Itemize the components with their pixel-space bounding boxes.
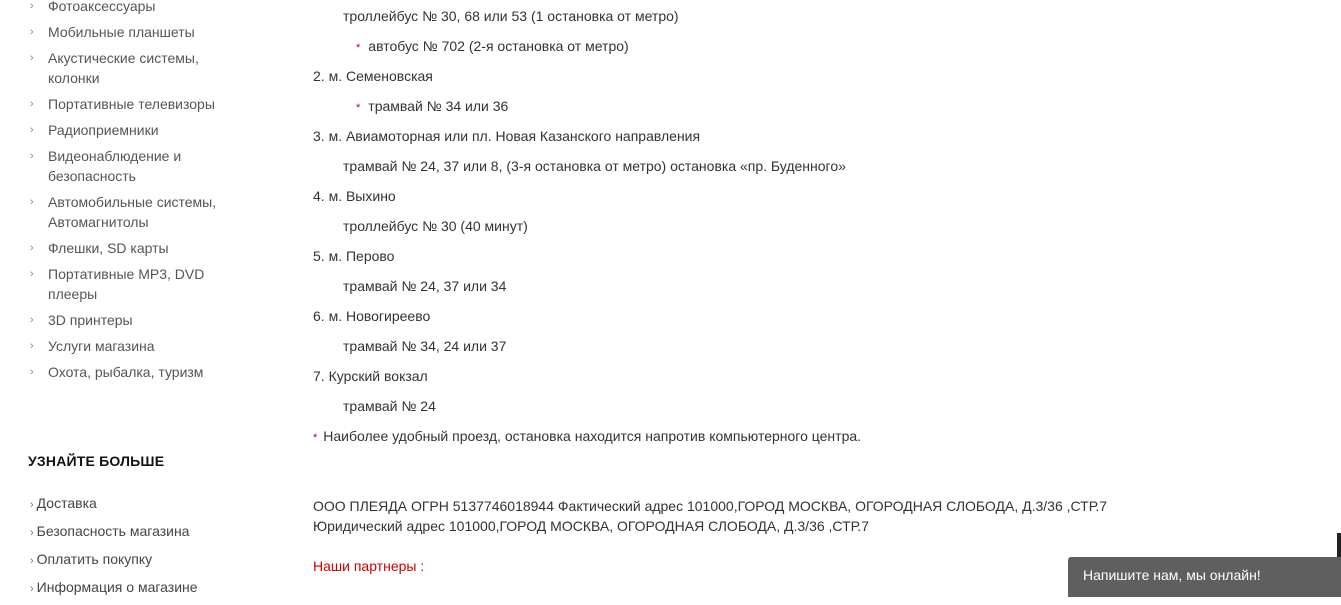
chevron-right-icon: › bbox=[30, 0, 34, 12]
category-item[interactable] bbox=[30, 146, 230, 186]
category-label: Радиоприемники bbox=[48, 122, 159, 138]
station-heading: 3. м. Авиамоторная или пл. Новая Казанского направления bbox=[313, 128, 701, 144]
route-text: трамвай № 34 или 36 bbox=[368, 98, 509, 114]
learn-more-link-payment[interactable] bbox=[30, 549, 198, 571]
route-line: трамвай № 34, 24 или 37 bbox=[343, 338, 507, 354]
link-label: Безопасность магазина bbox=[36, 523, 190, 539]
category-label: Мобильные планшеты bbox=[48, 24, 195, 40]
category-item[interactable] bbox=[30, 238, 230, 258]
category-label: Услуги магазина bbox=[48, 338, 155, 354]
category-list bbox=[30, 0, 230, 388]
asterisk-bullet-icon: * bbox=[356, 42, 361, 54]
route-text: автобус № 702 (2-я остановка от метро) bbox=[368, 38, 629, 54]
partners-heading: Наши партнеры : bbox=[313, 558, 425, 574]
route-line: трамвай № 24, 37 или 34 bbox=[343, 278, 507, 294]
category-label: Автомобильные системы, Автомагнитолы bbox=[48, 194, 217, 230]
category-item[interactable] bbox=[30, 48, 230, 88]
station-heading: 5. м. Перово bbox=[313, 248, 395, 264]
chat-widget-label: Напишите нам, мы онлайн! bbox=[1083, 567, 1261, 583]
learn-more-link-about[interactable] bbox=[30, 577, 198, 599]
category-label: Охота, рыбалка, туризм bbox=[48, 364, 204, 380]
station-heading: 2. м. Семеновская bbox=[313, 68, 433, 84]
route-line: троллейбус № 30 (40 минут) bbox=[343, 218, 528, 234]
learn-more-heading: УЗНАЙТЕ БОЛЬШЕ bbox=[28, 453, 165, 469]
chevron-right-icon: › bbox=[30, 583, 34, 595]
category-item[interactable] bbox=[30, 0, 230, 16]
chevron-right-icon: › bbox=[30, 268, 34, 280]
station-heading: 7. Курский вокзал bbox=[313, 368, 428, 384]
note-text: Наиболее удобный проезд, остановка находится напротив компьютерного центра. bbox=[323, 428, 862, 444]
category-item[interactable] bbox=[30, 22, 230, 42]
category-item[interactable] bbox=[30, 336, 230, 356]
route-line: трамвай № 24, 37 или 8, (3-я остановка от метро) остановка «пр. Буденного» bbox=[343, 158, 846, 174]
category-label: Портативные MP3, DVD плееры bbox=[48, 266, 205, 302]
link-label: Доставка bbox=[36, 495, 97, 511]
route-line-bulleted bbox=[356, 36, 629, 58]
asterisk-bullet-icon: * bbox=[313, 432, 318, 444]
category-item[interactable] bbox=[30, 94, 230, 114]
learn-more-list bbox=[30, 493, 198, 605]
chevron-right-icon: › bbox=[30, 340, 34, 352]
category-item[interactable] bbox=[30, 362, 230, 382]
chat-widget-button[interactable] bbox=[1068, 557, 1341, 597]
category-label: Акустические системы, колонки bbox=[48, 50, 199, 86]
chevron-right-icon: › bbox=[30, 499, 34, 511]
learn-more-link-security[interactable] bbox=[30, 521, 198, 543]
route-line-bulleted bbox=[356, 96, 508, 118]
category-label: Видеонаблюдение и безопасность bbox=[48, 148, 182, 184]
link-label: Оплатить покупку bbox=[36, 551, 153, 567]
route-line: трамвай № 24 bbox=[343, 398, 436, 414]
category-item[interactable] bbox=[30, 192, 230, 232]
asterisk-bullet-icon: * bbox=[356, 102, 361, 114]
company-legal-address-line: Юридический адрес 101000,ГОРОД МОСКВА, ОГОРОДНАЯ СЛОБОДА, Д.3/36 ,СТР.7 bbox=[313, 518, 869, 534]
chevron-right-icon: › bbox=[30, 98, 34, 110]
station-heading: 4. м. Выхино bbox=[313, 188, 396, 204]
category-label: Фотоаксессуары bbox=[48, 0, 156, 14]
chevron-right-icon: › bbox=[30, 366, 34, 378]
category-item[interactable] bbox=[30, 120, 230, 140]
station-heading: 6. м. Новогиреево bbox=[313, 308, 431, 324]
chat-widget-edge bbox=[1337, 533, 1341, 557]
link-label: Информация о магазине bbox=[36, 579, 198, 595]
company-info-line: ООО ПЛЕЯДА ОГРН 5137746018944 Фактический адрес 101000,ГОРОД МОСКВА, ОГОРОДНАЯ СЛОБОДА, Д.3/36 ,СТР.7 bbox=[313, 498, 1108, 514]
chevron-right-icon: › bbox=[30, 52, 34, 64]
chevron-right-icon: › bbox=[30, 124, 34, 136]
category-item[interactable] bbox=[30, 310, 230, 330]
chevron-right-icon: › bbox=[30, 196, 34, 208]
learn-more-link-delivery[interactable] bbox=[30, 493, 198, 515]
chevron-right-icon: › bbox=[30, 242, 34, 254]
category-label: Флешки, SD карты bbox=[48, 240, 169, 256]
chevron-right-icon: › bbox=[30, 314, 34, 326]
chevron-right-icon: › bbox=[30, 527, 34, 539]
chevron-right-icon: › bbox=[30, 555, 34, 567]
route-line: троллейбус № 30, 68 или 53 (1 остановка от метро) bbox=[343, 8, 679, 24]
chevron-right-icon: › bbox=[30, 150, 34, 162]
category-label: 3D принтеры bbox=[48, 312, 133, 328]
note-line bbox=[313, 426, 861, 448]
chevron-right-icon: › bbox=[30, 26, 34, 38]
category-item[interactable] bbox=[30, 264, 230, 304]
category-label: Портативные телевизоры bbox=[48, 96, 215, 112]
